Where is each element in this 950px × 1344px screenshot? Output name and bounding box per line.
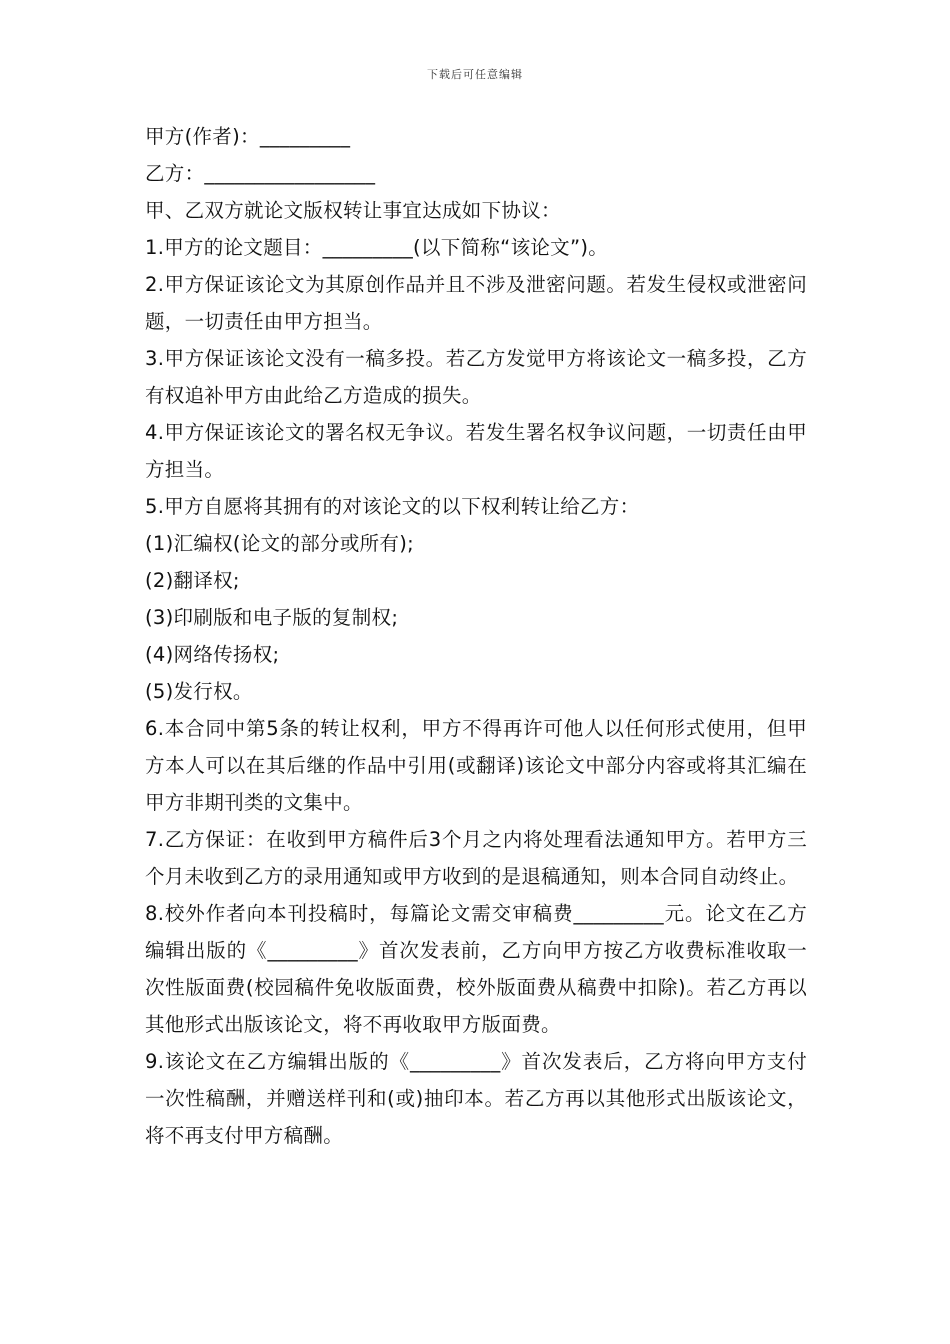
clause-5-item-4: (4)网络传扬权; [145,643,280,666]
clause-6: 6.本合同中第5条的转让权利，甲方不得再许可他人以任何形式使用，但甲方本人可以在其后继的作品中引用(或翻译)该论文中部分内容或将其汇编在甲方非期刊类的文集中。 [145,717,807,814]
contract-body [145,118,807,1154]
clause-5-item-1: (1)汇编权(论文的部分或所有); [145,532,415,555]
clause-4: 4.甲方保证该论文的署名权无争议。若发生署名权争议问题，一切责任由甲方担当。 [145,421,807,481]
clause-7: 7.乙方保证：在收到甲方稿件后3个月之内将处理看法通知甲方。若甲方三个月未收到乙方的录用通知或甲方收到的是退稿通知，则本合同自动终止。 [145,828,807,888]
page-header: 下载后可任意编辑 [427,68,523,81]
clause-5: 5.甲方自愿将其拥有的对该论文的以下权利转让给乙方： [145,495,640,518]
clause-1: 1.甲方的论文题目：_________(以下简称“该论文”)。 [145,236,609,259]
clause-2: 2.甲方保证该论文为其原创作品并且不涉及泄密问题。若发生侵权或泄密问题，一切责任由甲方担当。 [145,273,807,333]
clause-8: 8.校外作者向本刊投稿时，每篇论文需交审稿费_________元。论文在乙方编辑出版的《_________》首次发表前，乙方向甲方按乙方收费标准收取一次性版面费(校园稿件免收版面费，校外版面费从稿费中扣除)。若乙方再以其他形式出版该论文，将不再收取甲方版面费。 [145,902,807,1036]
clause-9: 9.该论文在乙方编辑出版的《_________》首次发表后，乙方将向甲方支付一次性稿酬，并赠送样刊和(或)抽印本。若乙方再以其他形式出版该论文，将不再支付甲方稿酬。 [145,1050,807,1147]
party-a-line: 甲方(作者)：_________ [145,125,351,148]
agreement-intro: 甲、乙双方就论文版权转让事宜达成如下协议： [145,199,561,222]
clause-5-item-3: (3)印刷版和电子版的复制权; [145,606,399,629]
party-b-line: 乙方：_________________ [145,162,376,185]
clause-5-item-2: (2)翻译权; [145,569,240,592]
clause-3: 3.甲方保证该论文没有一稿多投。若乙方发觉甲方将该论文一稿多投，乙方有权追补甲方由此给乙方造成的损失。 [145,347,807,407]
clause-5-item-5: (5)发行权。 [145,680,253,703]
